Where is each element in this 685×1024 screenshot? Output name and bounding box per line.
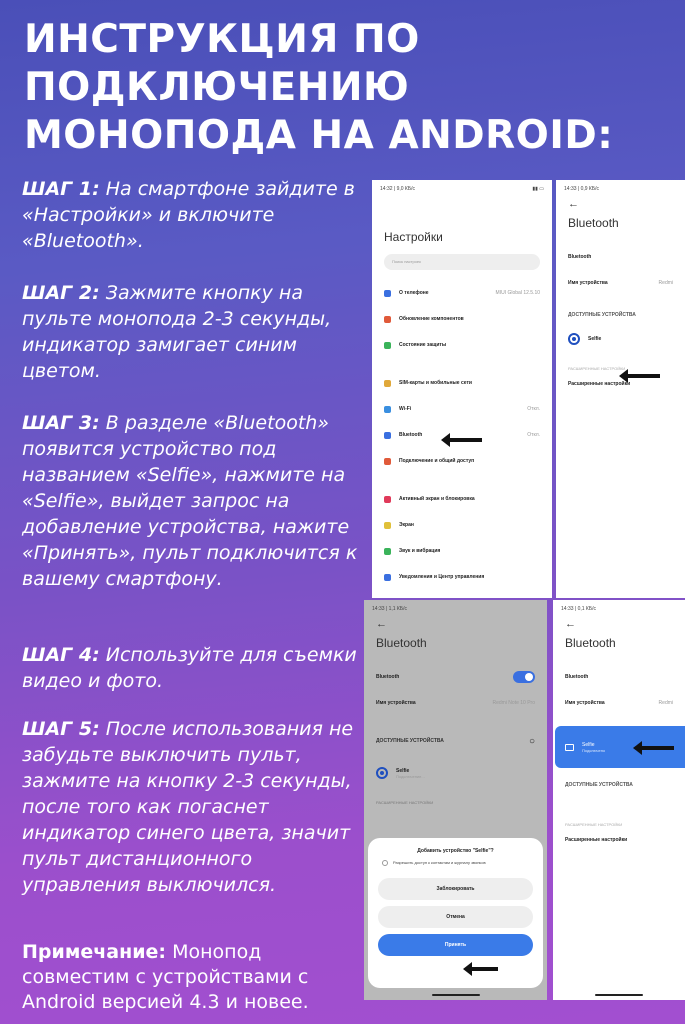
status-text: 14:33 | 0,1 КБ/с [561, 606, 597, 612]
settings-item-label: Подключение и общий доступ [399, 458, 475, 464]
bluetooth-toggle-row[interactable] [553, 664, 685, 690]
settings-item[interactable] [372, 306, 552, 332]
settings-item-value: Откл. [527, 432, 540, 438]
available-devices-row [364, 728, 547, 754]
settings-search-input[interactable]: Поиск настроек [384, 254, 540, 270]
settings-item-left [384, 316, 464, 323]
step-4 [22, 642, 367, 694]
page-title [24, 16, 674, 160]
step-5-label: ШАГ 5: [22, 718, 100, 740]
dialog-title: Добавить устройство "Selfie"? [417, 848, 494, 854]
note-label: Примечание: [22, 941, 167, 963]
pair-dialog [368, 838, 543, 988]
device-label: Selfie [396, 767, 410, 774]
status-bar [372, 180, 552, 192]
settings-item-value: MIUI Global 12.5.10 [495, 290, 540, 296]
status-bar [364, 600, 547, 612]
settings-item-icon [384, 496, 391, 503]
device-name-value: Redmi [658, 280, 673, 286]
device-name-value: Redmi [658, 700, 673, 706]
block-button[interactable]: Заблокировать [378, 878, 533, 900]
settings-group-gap [372, 474, 552, 486]
bluetooth-toggle-row[interactable] [556, 244, 685, 270]
phone-pair-dialog [364, 600, 547, 1000]
settings-item-left [384, 458, 474, 465]
cancel-button[interactable]: Отмена [378, 906, 533, 928]
settings-item-label: Bluetooth [399, 432, 423, 438]
bluetooth-title: Bluetooth [568, 216, 619, 230]
settings-item[interactable] [372, 448, 552, 474]
settings-item-label: Уведомления и Центр управления [399, 574, 485, 580]
title-line-1: ИНСТРУКЦИЯ ПО [24, 17, 420, 62]
status-text: 14:32 | 9,0 КБ/с [380, 186, 416, 192]
pointer-arrow-icon [626, 374, 660, 378]
settings-title: Настройки [384, 230, 443, 244]
step-1-text: На смартфоне зайдите в «Настройки» и включите «Bluetooth». [22, 178, 355, 252]
battery-icon: ▮▮ ▭ [532, 186, 544, 192]
pointer-arrow-icon [640, 746, 674, 750]
settings-group-gap [372, 358, 552, 370]
settings-item-icon [384, 522, 391, 529]
step-1-label: ШАГ 1: [22, 178, 100, 200]
device-name-label: Имя устройства [568, 280, 608, 286]
settings-item-label: Обновление компонентов [399, 316, 464, 322]
title-line-3: МОНОПОДА НА ANDROID: [24, 113, 614, 158]
status-bar [556, 180, 685, 192]
dialog-checkbox-row[interactable] [368, 854, 543, 872]
back-icon[interactable]: ← [568, 198, 579, 210]
settings-item-icon [384, 342, 391, 349]
advanced-section-header: РАСШИРЕННЫЕ НАСТРОЙКИ [376, 800, 434, 805]
bluetooth-toggle[interactable] [513, 671, 535, 683]
settings-item-label: Активный экран и блокировка [399, 496, 475, 502]
settings-item[interactable] [372, 486, 552, 512]
settings-item-icon [384, 574, 391, 581]
settings-item[interactable] [372, 422, 552, 448]
settings-list [372, 280, 552, 590]
back-icon[interactable]: ← [376, 618, 387, 630]
settings-item-left [384, 380, 472, 387]
accept-button[interactable]: Принять [378, 934, 533, 956]
step-3-label: ШАГ 3: [22, 412, 100, 434]
device-status: Подключено [582, 747, 606, 753]
device-name-label: Имя устройства [565, 700, 605, 706]
settings-item[interactable] [372, 370, 552, 396]
phone-connected [553, 600, 685, 1000]
device-label: Selfie [582, 741, 595, 748]
phone-bluetooth-list [556, 180, 685, 598]
step-5 [22, 716, 367, 898]
settings-item-icon [384, 548, 391, 555]
bluetooth-title: Bluetooth [376, 636, 427, 650]
settings-item-icon [384, 290, 391, 297]
device-name-label: Имя устройства [376, 700, 416, 706]
settings-item-label: Wi-Fi [399, 406, 412, 412]
settings-item-label: Состояние защиты [399, 342, 447, 348]
settings-item-left [384, 406, 411, 413]
device-name-row[interactable] [553, 690, 685, 716]
settings-item-left [384, 496, 475, 503]
status-bar [553, 600, 685, 612]
advanced-settings-row[interactable] [553, 827, 685, 853]
device-icon [568, 333, 580, 345]
settings-item-label: Звук и вибрация [399, 548, 441, 554]
device-icon [565, 744, 574, 751]
advanced-settings-label: Расширенные настройки [565, 837, 628, 843]
settings-item[interactable] [372, 332, 552, 358]
status-text: 14:33 | 1,1 КБ/с [372, 606, 408, 612]
compat-note [22, 940, 362, 1015]
step-3-text: В разделе «Bluetooth» появится устройство под названием «Selfie», нажмите на «Selfie», выйдет запрос на добавление устройства, нажите «Принять», пульт подключится к вашему смартфону. [22, 412, 358, 590]
settings-item-label: О телефоне [399, 290, 429, 296]
settings-item[interactable] [372, 396, 552, 422]
device-selfie[interactable] [556, 326, 685, 352]
settings-item-left [384, 432, 422, 439]
title-line-2: ПОДКЛЮЧЕНИЮ [24, 65, 410, 110]
checkbox-label: Разрешить доступ к контактам и журналу звонков [393, 860, 486, 865]
settings-item-icon [384, 380, 391, 387]
device-label: Selfie [588, 336, 602, 342]
settings-item-label: Экран [399, 522, 414, 528]
note-text: Монопод совместим с устройствами с Android версией 4.3 и новее. [22, 941, 309, 1013]
advanced-section-header: РАСШИРЕННЫЕ НАСТРОЙКИ [565, 822, 623, 827]
settings-item-left [384, 522, 414, 529]
device-status: Подключение... [396, 773, 425, 779]
advanced-settings-label: Расширенные настройки [568, 381, 631, 387]
settings-item[interactable] [372, 564, 552, 590]
settings-item-icon [384, 458, 391, 465]
settings-item[interactable] [372, 512, 552, 538]
step-2-label: ШАГ 2: [22, 282, 100, 304]
advanced-section-header: РАСШИРЕННЫЕ НАСТРОЙКИ [568, 366, 626, 371]
bluetooth-label: Bluetooth [568, 254, 592, 260]
settings-item-value: Откл. [527, 406, 540, 412]
step-4-text: Используйте для съемки видео и фото. [22, 644, 357, 692]
bluetooth-label: Bluetooth [565, 674, 589, 680]
pointer-arrow-icon [448, 438, 482, 442]
bluetooth-toggle-row[interactable] [364, 664, 547, 690]
step-4-label: ШАГ 4: [22, 644, 100, 666]
pointer-arrow-icon [470, 967, 498, 971]
device-selfie[interactable] [364, 758, 547, 788]
phone-settings [372, 180, 552, 598]
settings-item-left [384, 342, 446, 349]
step-3 [22, 410, 367, 592]
status-text: 14:33 | 0,9 КБ/с [564, 186, 600, 192]
back-icon[interactable]: ← [565, 618, 576, 630]
device-icon [376, 767, 388, 779]
step-5-text: После использования не забудьте выключить пульт, зажмите на кнопку 2-3 секунды, после того как погаснет индикатор синего цвета, значит пульт дистанционного управления выключился. [22, 718, 354, 896]
available-devices-header: ДОСТУПНЫЕ УСТРОЙСТВА [568, 312, 636, 318]
bluetooth-label: Bluetooth [376, 674, 400, 680]
step-2 [22, 280, 367, 384]
step-2-text: Зажмите кнопку на пульте моноподa 2-3 секунды, индикатор замигает синим цветом. [22, 282, 332, 382]
bluetooth-title: Bluetooth [565, 636, 616, 650]
device-name-row[interactable] [556, 270, 685, 296]
settings-item[interactable] [372, 538, 552, 564]
available-devices-header: ДОСТУПНЫЕ УСТРОЙСТВА [376, 738, 444, 744]
refresh-icon[interactable]: ○ [528, 735, 535, 747]
checkbox[interactable] [382, 860, 388, 866]
step-1 [22, 176, 367, 254]
home-indicator [595, 994, 643, 996]
settings-item-left [384, 290, 429, 297]
home-indicator [432, 994, 480, 996]
settings-item-label: SIM-карты и мобильные сети [399, 380, 472, 386]
device-name-row[interactable] [364, 690, 547, 716]
settings-item-icon [384, 406, 391, 413]
settings-item-icon [384, 432, 391, 439]
settings-item[interactable] [372, 280, 552, 306]
settings-item-icon [384, 316, 391, 323]
settings-item-left [384, 574, 484, 581]
device-name-value: Redmi Note 10 Pro [492, 700, 535, 706]
settings-item-left [384, 548, 440, 555]
available-devices-header: ДОСТУПНЫЕ УСТРОЙСТВА [565, 782, 633, 788]
